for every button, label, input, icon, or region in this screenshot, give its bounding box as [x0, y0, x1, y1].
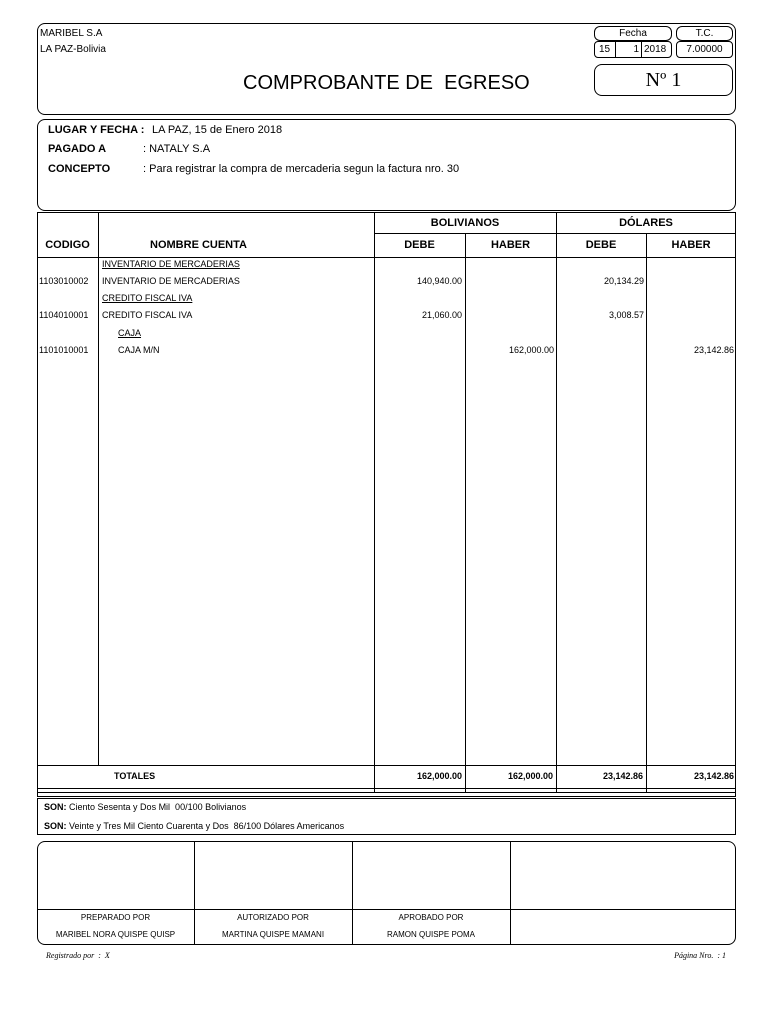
header-nombre-cuenta: NOMBRE CUENTA [150, 239, 247, 251]
voucher-number-box [594, 64, 733, 96]
table-row-group-inventario: INVENTARIO DE MERCADERIAS [102, 259, 240, 269]
col-line-bs-haber [465, 233, 466, 793]
son-dolares [44, 821, 344, 831]
document-title: COMPROBANTE DE EGRESO [243, 72, 530, 94]
header-us-debe: DEBE [585, 239, 617, 251]
row-3-nombre: CREDITO FISCAL IVA [102, 310, 193, 320]
pagado-label: PAGADO A [48, 143, 107, 155]
row-5-bs-haber: 162,000.00 [508, 345, 554, 355]
son-label-2: SON: [44, 821, 67, 831]
fecha-divider-1 [615, 41, 616, 58]
row-5-nombre: CAJA M/N [118, 345, 160, 355]
concepto-value: : Para registrar la compra de mercaderia segun la factura nro. 30 [143, 163, 460, 175]
pagado-value: : NATALY S.A [143, 143, 211, 155]
fecha-year: 2018 [644, 44, 667, 55]
totals-bottom-line-1 [37, 788, 736, 789]
son-label-1: SON: [44, 802, 67, 812]
totales-bs-haber: 162,000.00 [507, 771, 553, 781]
header-dolares: DÓLARES [619, 217, 673, 229]
table-row-group-caja: CAJA [118, 328, 142, 338]
tc-label-box [676, 26, 733, 41]
company-name: MARIBEL S.A [40, 28, 103, 39]
son-bolivianos [44, 802, 246, 812]
sig-role-preparado: PREPARADO POR [80, 913, 151, 922]
fecha-day: 15 [599, 44, 611, 55]
sig-role-aprobado: APROBADO POR [398, 913, 464, 922]
row-1-us-debe: 20,134.29 [603, 276, 644, 286]
col-line-us-debe [556, 212, 557, 793]
sig-line [37, 909, 736, 910]
header-bottom-line [37, 257, 736, 258]
tc-label: T.C. [695, 28, 714, 39]
voucher-number: Nº 1 [645, 69, 682, 91]
sig-name-aprobado: RAMON QUISPE POMA [386, 930, 475, 939]
son-text-1: Ciento Sesenta y Dos Mil 00/100 Bolivianos [69, 802, 247, 812]
lugar-label: LUGAR Y FECHA : [48, 124, 145, 136]
header-codigo: CODIGO [45, 239, 90, 251]
header-us-haber: HABER [671, 239, 711, 251]
header-mid-line [374, 233, 736, 234]
tc-value: 7.00000 [686, 44, 723, 55]
row-3-codigo: 1104010001 [39, 310, 89, 320]
registrado-por: Registrado por : X [46, 951, 110, 960]
fecha-label: Fecha [619, 28, 647, 39]
totales-label: TOTALES [114, 771, 156, 781]
table-row-group-credito: CREDITO FISCAL IVA [102, 293, 193, 303]
row-1-nombre: INVENTARIO DE MERCADERIAS [102, 276, 240, 286]
row-3-bs-debe: 21,060.00 [421, 310, 462, 320]
totales-bs-debe: 162,000.00 [416, 771, 462, 781]
totals-bottom-line-2 [37, 792, 736, 793]
sig-role-autorizado: AUTORIZADO POR [237, 913, 309, 922]
company-location: LA PAZ-Bolivia [40, 44, 106, 55]
pagina-numero: Página Nro. : 1 [674, 951, 726, 960]
row-5-codigo: 1101010001 [39, 345, 89, 355]
sig-name-autorizado: MARTINA QUISPE MAMANI [221, 930, 325, 939]
col-line-nombre [374, 212, 375, 793]
totales-us-haber: 23,142.86 [693, 771, 734, 781]
totals-top-line [37, 765, 736, 766]
fecha-label-box [594, 26, 672, 41]
son-text-2: Veinte y Tres Mil Ciento Cuarenta y Dos 86/100 Dólares Americanos [69, 821, 345, 831]
header-bs-debe: DEBE [404, 239, 435, 251]
sig-name-preparado: MARIBEL NORA QUISPE QUISP [55, 930, 176, 939]
header-bs-haber: HABER [490, 239, 531, 251]
header-bolivianos: BOLIVIANOS [430, 217, 500, 229]
row-5-us-haber: 23,142.86 [693, 345, 734, 355]
row-1-codigo: 1103010002 [39, 276, 89, 286]
col-line-codigo [98, 212, 99, 765]
col-line-us-haber [646, 233, 647, 793]
concepto-label: CONCEPTO [48, 163, 111, 175]
tc-value-box [676, 41, 733, 58]
totales-us-debe: 23,142.86 [602, 771, 643, 781]
row-3-us-debe: 3,008.57 [608, 310, 644, 320]
sig-divider-3 [510, 841, 511, 945]
lugar-value: LA PAZ, 15 de Enero 2018 [152, 124, 283, 136]
row-1-bs-debe: 140,940.00 [416, 276, 462, 286]
fecha-divider-2 [641, 41, 642, 58]
fecha-month: 1 [633, 44, 639, 55]
